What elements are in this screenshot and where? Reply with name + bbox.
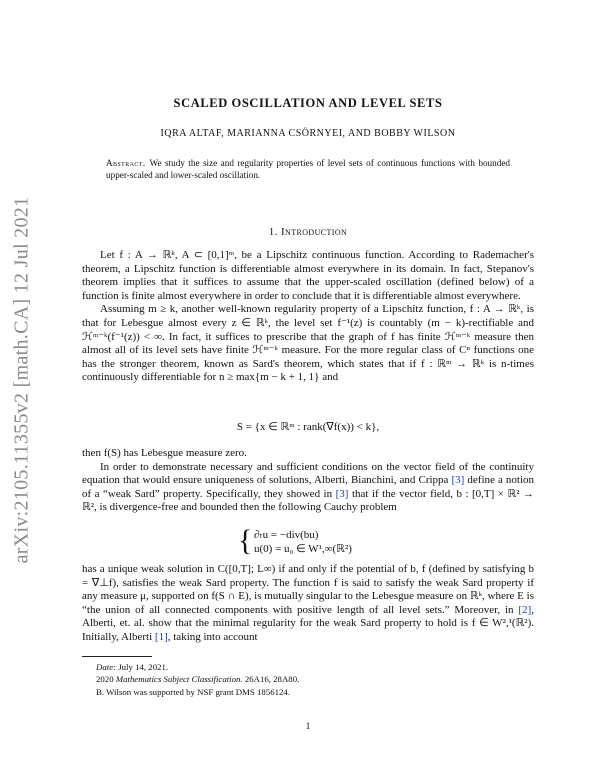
cauchy-line-2: u(0) = u₀ ∈ W¹,∞(ℝ²) bbox=[254, 543, 352, 555]
footnote-date-value: July 14, 2021. bbox=[118, 662, 169, 672]
citation-link[interactable]: [3] bbox=[451, 474, 465, 487]
citation-link[interactable]: [1] bbox=[154, 630, 168, 643]
abstract-text: We study the size and regularity properties of level sets of continuous functions with bounded upper-scaled and lower-scaled oscillation. bbox=[106, 158, 510, 180]
abstract-label: Abstract. bbox=[106, 158, 146, 168]
section-title: Introduction bbox=[280, 226, 348, 238]
paragraph-4-text-b: , Alberti, et. al. show that the minimal regularity for the weak Sard property to hold is f ∈ W²,¹(ℝ²). Initially, Alberti bbox=[82, 603, 534, 643]
footnote-msc bbox=[82, 673, 534, 685]
cauchy-line-1: ∂ₜu = −div(bu) bbox=[254, 529, 319, 541]
section-number: 1. bbox=[268, 226, 278, 238]
paragraph-2: Assuming m ≥ k, another well-known regularity property of a Lipschitz function, f : A → ℝᵏ, is that for Lebesgue almost every z ∈ ℝᵏ, the level set f⁻¹(z) is countably (m − k)-rectifiable and ℋᵐ⁻ᵏ(f⁻¹(z)) < ∞. In fact, it suffices to prescribe that the graph of f has finite ℋᵐ⁻ᵏ measure then almost all of its level sets have finite ℋᵐ⁻ᵏ measure. For the more regular class of Cⁿ functions one has the stronger theorem, known as Sard's theorem, which states that if f : ℝᵐ → ℝᵏ is n-times continuously differentiable for n ≥ max{m − k + 1, 1} and bbox=[82, 303, 534, 384]
footnote-grant: B. Wilson was supported by NSF grant DMS 1856124. bbox=[96, 686, 290, 697]
body-block-2 bbox=[82, 447, 534, 515]
footnote-rule bbox=[82, 656, 152, 657]
paragraph-4-text-a: has a unique weak solution in C([0,T]; L∞) if and only if the potential of b, f (defined by satisfying b = ∇⊥f), satisfies the weak Sard property. The function f is said to satisfy the weak Sard property if any measure μ, supported on f(S ∩ E), is mutually singular to the Lebesgue measure on ℝᵏ, where E is “the union of all connected components with positive length of all level sets.” Moreover, in bbox=[82, 563, 534, 616]
footnote-date-label: Date: bbox=[96, 662, 117, 672]
footnotes bbox=[82, 661, 534, 698]
page-number: 1 bbox=[305, 722, 311, 732]
footnote-msc-codes: 26A16, 28A80. bbox=[244, 674, 300, 685]
paragraph-4 bbox=[82, 563, 534, 645]
arxiv-stamp-text: arXiv:2105.11355v2 [math.CA] 12 Jul 2021 bbox=[10, 196, 33, 564]
footnote-msc-year: 2020 bbox=[96, 674, 114, 685]
citation-link[interactable]: [2] bbox=[518, 603, 532, 616]
footnote-date bbox=[82, 661, 534, 673]
paper-authors: IQRA ALTAF, MARIANNA CSÖRNYEI, AND BOBBY WILSON bbox=[160, 128, 456, 139]
paper-title: SCALED OSCILLATION AND LEVEL SETS bbox=[173, 96, 443, 110]
body-block-1 bbox=[82, 249, 534, 385]
section-heading bbox=[82, 226, 534, 238]
cases-brace: { bbox=[238, 524, 253, 557]
footnote-msc-label: Mathematics Subject Classification. bbox=[115, 674, 243, 685]
display-equation: S = {x ∈ ℝᵐ : rank(∇f(x)) < k}, bbox=[236, 421, 380, 433]
paragraph-3-text-a: In order to demonstrate necessary and sufficient conditions on the vector field of the continuity equation that would ensure uniqueness of solutions, Alberti, Bianchini, and Crippa bbox=[82, 460, 534, 487]
paragraph-3 bbox=[82, 461, 534, 515]
paragraph-3-text-c: that if the vector field, b : [0,T] × ℝ² → ℝ², is divergence-free and bounded then the following Cauchy problem bbox=[82, 487, 535, 514]
paragraph-4-text-c: , taking into account bbox=[167, 630, 258, 643]
paragraph-3-text-b: define a notion of a “weak Sard” property. Specifically, they showed in bbox=[82, 474, 535, 500]
after-equation-text: then f(S) has Lebesgue measure zero. bbox=[82, 447, 247, 459]
citation-link[interactable]: [3] bbox=[335, 487, 349, 500]
body-block-3 bbox=[82, 563, 534, 645]
paragraph-1: Let f : A → ℝᵏ, A ⊂ [0,1]ᵐ, be a Lipschitz continuous function. According to Rademacher's theorem, a Lipschitz function is differentiable almost everywhere in its domain. In fact, Stepanov's theorem implies that it suffices to assume that the upper-scaled oscillation (defined below) of a function is finite almost everywhere in order to conclude that it is differentiable almost everywhere. bbox=[82, 249, 534, 302]
arxiv-stamp bbox=[2, 180, 42, 580]
abstract bbox=[106, 157, 510, 181]
cauchy-problem bbox=[254, 528, 352, 556]
